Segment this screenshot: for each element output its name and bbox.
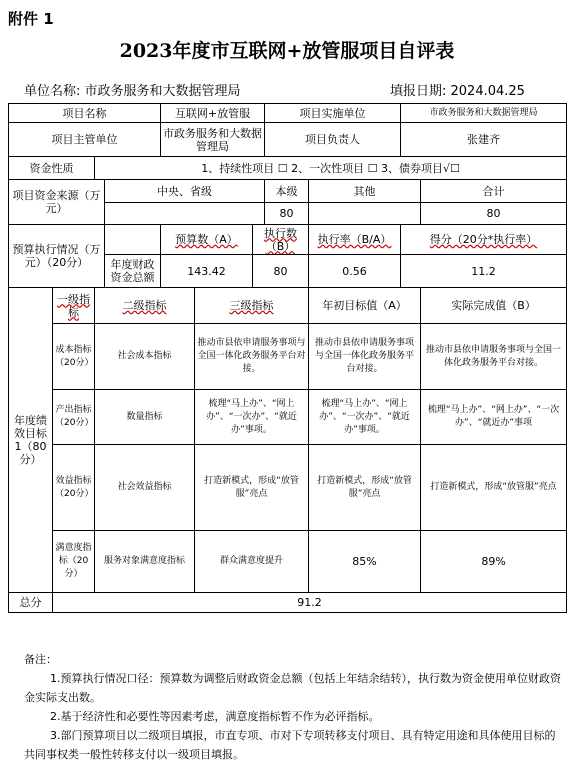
project-name-label: 项目名称 xyxy=(9,104,161,123)
execution-header-row xyxy=(9,225,567,255)
impl-unit-label: 项目实施单位 xyxy=(265,104,401,123)
perf-actual: 89% xyxy=(421,531,567,593)
perf-actual: 打造新模式，形成“放管服”亮点 xyxy=(421,445,567,531)
perf-header-target: 年初目标值（A） xyxy=(309,288,421,324)
funding-value-central xyxy=(105,203,265,225)
funding-header-other: 其他 xyxy=(309,180,421,203)
perf-level3: 群众满意度提升 xyxy=(195,531,309,593)
perf-actual: 推动市县依申请服务事项与全国一体化政务服务平台对接。 xyxy=(421,324,567,390)
performance-row xyxy=(9,324,567,390)
fund-nature-value: 1、持续性项目 ☐ 2、一次性项目 ☐ 3、债券项目√☐ xyxy=(95,157,567,180)
funding-value-total: 80 xyxy=(421,203,567,225)
funding-header-local: 本级 xyxy=(265,180,309,203)
perf-level1: 产出指标（20分） xyxy=(53,390,95,445)
notes-title: 备注： xyxy=(24,653,57,666)
fund-nature-row xyxy=(9,157,567,180)
perf-level2: 数量指标 xyxy=(95,390,195,445)
funding-header-row xyxy=(9,180,567,203)
execution-value-rate: 0.56 xyxy=(309,255,401,288)
attachment-label: 附件 1 xyxy=(8,10,54,28)
perf-level3: 推动市县依申请服务事项与全国一体化政务服务平台对接。 xyxy=(195,324,309,390)
perf-level3: 梳理“马上办”、“网上办”、“一次办”、“就近办”事项。 xyxy=(195,390,309,445)
perf-header-level3: 三级指标 xyxy=(195,288,309,324)
perf-header-actual: 实际完成值（B） xyxy=(421,288,567,324)
supervisor-value: 市政务服务和大数据管理局 xyxy=(161,123,265,157)
execution-row-label: 年度财政资金总额 xyxy=(105,255,161,288)
form-title: 2023年度市互联网+放管服项目自评表 xyxy=(119,40,455,62)
leader-value: 张建齐 xyxy=(401,123,567,157)
funding-header-total: 合计 xyxy=(421,180,567,203)
total-label: 总分 xyxy=(9,593,53,613)
project-name-row xyxy=(9,104,567,123)
unit-name: 单位名称: 市政务服务和大数据管理局 xyxy=(24,84,241,99)
note-item: 2.基于经济性和必要性等因素考虑，满意度指标暂不作为必评指标。 xyxy=(50,710,380,723)
fund-nature-label: 资金性质 xyxy=(9,157,95,180)
execution-value-executed: 80 xyxy=(253,255,309,288)
execution-label: 预算执行情况（万元）（20分） xyxy=(9,225,105,288)
execution-value-score: 11.2 xyxy=(401,255,567,288)
funding-label: 项目资金来源（万元） xyxy=(9,180,105,225)
supervisor-row xyxy=(9,123,567,157)
impl-unit-value: 市政务服务和大数据管理局 xyxy=(401,104,567,123)
execution-empty-cell xyxy=(105,225,161,255)
funding-value-other xyxy=(309,203,421,225)
performance-label: 年度绩效目标1（80分） xyxy=(9,288,53,593)
perf-level1: 满意度指标（20分） xyxy=(53,531,95,593)
performance-row xyxy=(9,445,567,531)
perf-level2: 服务对象满意度指标 xyxy=(95,531,195,593)
funding-value-local: 80 xyxy=(265,203,309,225)
total-row xyxy=(9,593,567,613)
perf-target: 推动市县依申请服务事项与全国一体化政务服务平台对接。 xyxy=(309,324,421,390)
execution-header-score: 得分（20分*执行率） xyxy=(401,225,567,255)
execution-header-executed: 执行数（B） xyxy=(253,225,309,255)
perf-target: 打造新模式，形成“放管服”亮点 xyxy=(309,445,421,531)
funding-header-central: 中央、省级 xyxy=(105,180,265,203)
total-value: 91.2 xyxy=(53,593,567,613)
perf-header-level2: 二级指标 xyxy=(95,288,195,324)
perf-header-level1: 一级指标 xyxy=(53,288,95,324)
leader-label: 项目负责人 xyxy=(265,123,401,157)
performance-row xyxy=(9,390,567,445)
notes-section xyxy=(24,650,564,764)
perf-target: 85% xyxy=(309,531,421,593)
execution-header-rate: 执行率（B/A） xyxy=(309,225,401,255)
perf-actual: 梳理“马上办”、“网上办”、“一次办”、“就近办”事项 xyxy=(421,390,567,445)
perf-level1: 效益指标（20分） xyxy=(53,445,95,531)
project-name-value: 互联网+放管服 xyxy=(161,104,265,123)
perf-level2: 社会效益指标 xyxy=(95,445,195,531)
perf-target: 梳理“马上办”、“网上办”、“一次办”、“就近办”事项。 xyxy=(309,390,421,445)
perf-level2: 社会成本指标 xyxy=(95,324,195,390)
perf-level1: 成本指标（20分） xyxy=(53,324,95,390)
performance-header-row xyxy=(9,288,567,324)
execution-header-budget: 预算数（A） xyxy=(161,225,253,255)
supervisor-label: 项目主管单位 xyxy=(9,123,161,157)
fill-date: 填报日期: 2024.04.25 xyxy=(390,84,525,99)
evaluation-table xyxy=(8,103,567,613)
note-item: 1.预算执行情况口径：预算数为调整后财政资金总额（包括上年结余结转），执行数为资金使用单位财政资金实际支出数。 xyxy=(24,672,561,704)
performance-row xyxy=(9,531,567,593)
perf-level3: 打造新模式，形成“放管服”亮点 xyxy=(195,445,309,531)
execution-value-budget: 143.42 xyxy=(161,255,253,288)
note-item: 3.部门预算项目以二级项目填报，市直专项、市对下专项转移支付项目、具有特定用途和具体使用目标的共同事权类一般性转移支付以一级项目填报。 xyxy=(24,729,556,761)
